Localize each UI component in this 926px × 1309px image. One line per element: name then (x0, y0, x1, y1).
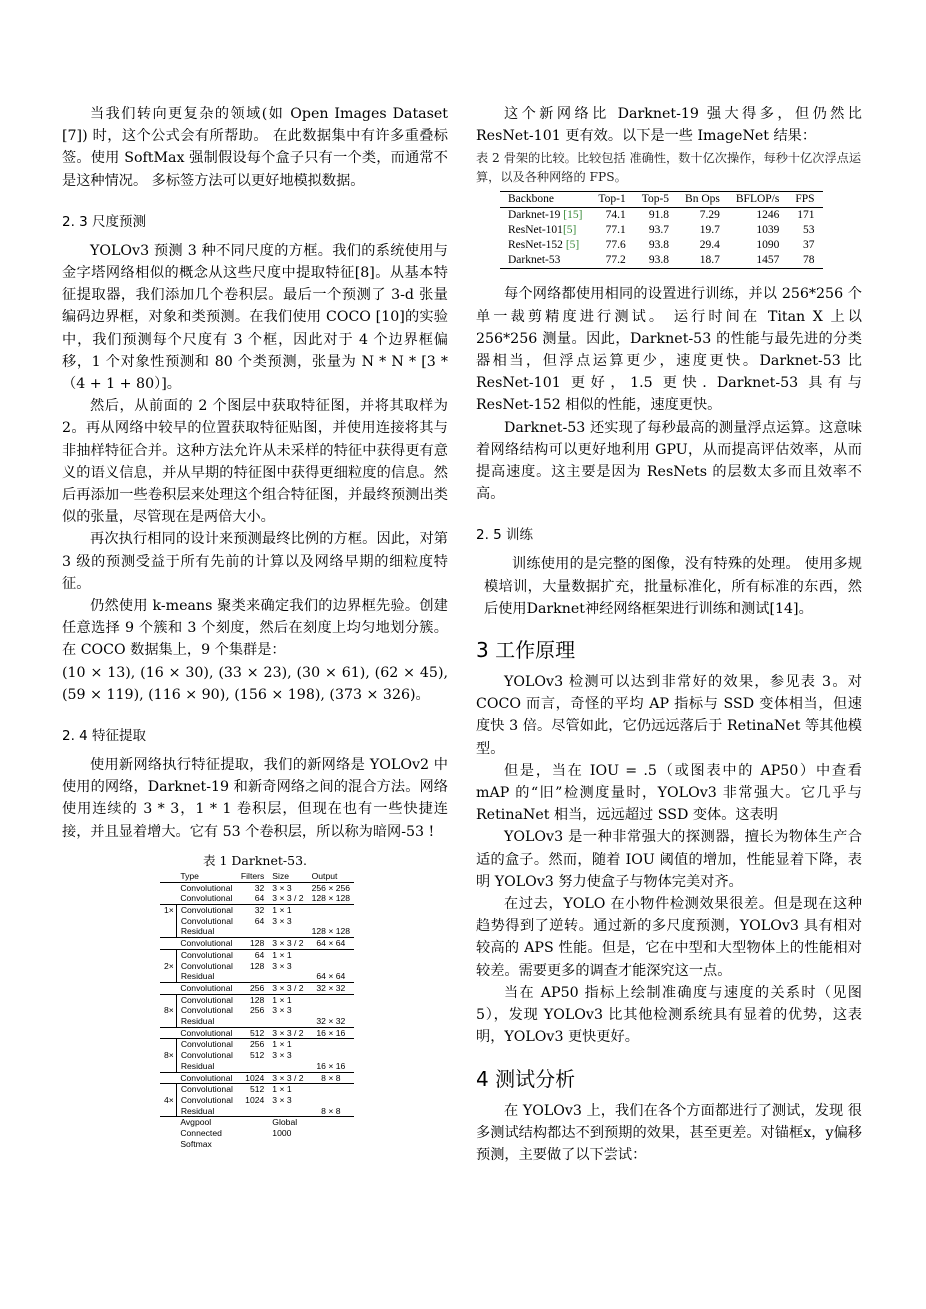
table-cell: Convolutional (176, 1084, 237, 1095)
table-header-cell: Top-5 (641, 193, 670, 206)
table-row (160, 982, 354, 994)
table-cell: Global (272, 1117, 298, 1128)
table-row (160, 1039, 354, 1050)
repeat-count: 2× (164, 960, 174, 971)
paragraph: 在 YOLOv3 上，我们在各个方面都进行了测试，发现 很多测试结构都达不到预期的效果，甚至更差。对锚框x，y偏移预测，主要做了以下尝试： (476, 1102, 862, 1163)
table-cell: Convolutional (176, 1095, 237, 1106)
table-row: ResNet-101[5] 77.1 93.7 19.7 1039 53 (508, 224, 815, 237)
table-cell: Convolutional (176, 1039, 237, 1050)
table-cell: Convolutional (176, 961, 237, 972)
table-cell: 64 × 64 (308, 971, 354, 982)
repeat-count (160, 1117, 176, 1128)
paragraph: 但是，当在 IOU = .5（或图表中的 AP50）中查看 mAP 的“旧”检测度量时，YOLOv3 非常强大。它几乎与 RetinaNet 相当，远远超过 SSD 变体。这表明 (476, 762, 862, 824)
table-cell (268, 971, 307, 982)
table-cell (237, 926, 268, 937)
table-row (160, 893, 354, 904)
table-cell: 64 (254, 893, 265, 904)
table-row (160, 949, 354, 960)
backbone-comparison-table (500, 191, 823, 269)
table-cell (308, 1084, 354, 1095)
table-cell: 32 × 32 (308, 1016, 354, 1027)
table-cell (308, 1050, 354, 1061)
table-cell: 1024 (245, 1072, 265, 1083)
section-heading-3: 3 工作原理 (476, 638, 576, 663)
paragraph: 这个新网络比 Darknet-19 强大得多，但仍然比 ResNet-101 更有效。以下是一些 ImageNet 结果： (476, 106, 862, 145)
table-cell: Convolutional (180, 938, 233, 949)
table-cell: Convolutional (180, 1027, 233, 1038)
table-cell: 256 × 256 (311, 882, 351, 893)
paragraph: 当在 AP50 指标上绘制准确度与速度的关系时（见图 5），发现 YOLOv3 比其他检测系统具有显着的优势，这表明，YOLOv3 更快更好。 (476, 984, 862, 1046)
table-cell: 256 (237, 1039, 268, 1050)
table-cell: 256 (249, 1005, 265, 1016)
table-cell: Convolutional (176, 1005, 237, 1016)
table-row (160, 926, 354, 937)
table-header-cell: BFLOP/s (735, 193, 780, 206)
repeat-count (160, 1072, 176, 1084)
table-cell: Residual (176, 971, 237, 982)
table-cell: 128 × 128 (308, 926, 354, 937)
table-cell (308, 949, 354, 960)
table-cell (268, 1016, 307, 1027)
repeat-count: 8× (164, 1005, 174, 1016)
table-cell: 256 (249, 982, 265, 993)
repeat-count (160, 938, 176, 950)
table-row (160, 1139, 354, 1150)
table-cell: Softmax (180, 1138, 212, 1149)
table-cell: 3 × 3 / 2 (272, 1027, 304, 1038)
table-cell (308, 1005, 354, 1016)
table-cell: Residual (176, 1016, 237, 1027)
table-header-cell: Output (308, 871, 354, 882)
paragraph: (10 × 13), (16 × 30), (33 × 23), (30 × 61), (62 × 45), (59 × 119), (116 × 90), (156 × 198), (373 × 326)。 (62, 664, 448, 703)
table-header-cell: Type (176, 871, 237, 882)
paragraph: YOLOv3 预测 3 种不同尺度的方框。我们的系统使用与金字塔网络相似的概念从这些尺度中提取特征[8]。从基本特征提取器，我们添加几个卷积层。最后一个预测了 3-d 张量编码边界框，对象和类预测。在我们使用 COCO [10]的实验中，我们预测每个尺度有 3 个框，因此对于 4 个边界框偏移，1 个对象性预测和 80 个类预测，张量为 N * N * [3 *（4 + 1 + 80）]。 (62, 242, 448, 393)
table-cell: 64 (237, 949, 268, 960)
table-cell: Convolutional (180, 1072, 233, 1083)
table-cell: 1 × 1 (268, 994, 307, 1005)
table-row (160, 1106, 354, 1117)
table-row (160, 994, 354, 1005)
repeat-count (160, 1128, 176, 1139)
paragraph: Darknet-53 还实现了每秒最高的测量浮点运算。这意味着网络结构可以更好地利用 GPU，从而提高评估效率，从而提高速度。这主要是因为 ResNets 的层数太多而且效率不高。 (476, 419, 862, 503)
table-header-row (160, 871, 354, 882)
table-cell: 64 (254, 915, 265, 926)
repeat-count (160, 1139, 176, 1150)
paragraph: 训练使用的是完整的图像，没有特殊的处理。 使用多规模培训，大量数据扩充，批量标准化，所有标准的东西，然后使用Darknet神经网络框架进行训练和测试[14]。 (484, 556, 862, 617)
table-header-row (500, 192, 823, 208)
table2-caption: 表 2 骨架的比较。比较包括 准确性，数十亿次操作，每秒十亿次浮点运算，以及各种网络的 FPS。 (476, 151, 862, 185)
table-cell (308, 961, 354, 972)
table-row (160, 1050, 354, 1061)
table-cell (308, 1039, 354, 1050)
table-header-cell: Top-1 (598, 193, 626, 206)
table-row: ResNet-152 [5] 77.6 93.8 29.4 1090 37 (508, 239, 815, 252)
table-cell (237, 1117, 268, 1128)
repeat-count (160, 994, 176, 1005)
table-cell: 128 (237, 994, 268, 1005)
right-column (476, 103, 862, 1166)
table-cell: Convolutional (176, 994, 237, 1005)
section-heading-2-4: 2. 4 特征提取 (62, 728, 147, 745)
table-cell: 3 × 3 / 2 (272, 893, 304, 904)
table-cell (237, 1016, 268, 1027)
table-cell (268, 926, 307, 937)
table-cell: 3 × 3 / 2 (272, 938, 304, 949)
table-cell (308, 1128, 354, 1139)
table-cell (308, 1095, 354, 1106)
table-cell: 8 × 8 (321, 1072, 341, 1083)
table-cell: 32 (237, 905, 268, 916)
table-row (160, 1027, 354, 1039)
table-row (160, 1128, 354, 1139)
table-header-cell: Filters (237, 871, 268, 882)
table-row (160, 1084, 354, 1095)
repeat-count (160, 971, 176, 982)
paragraph: 使用新网络执行特征提取，我们的新网络是 YOLOv2 中使用的网络，Darknet-19 和新奇网络之间的混合方法。网络使用连续的 3 * 3，1 * 1 卷积层，但现在也有一些快捷连接，并且显着增大。它有 53 个卷积层，所以称为暗网-53 ! (62, 757, 448, 840)
table-cell: 32 (254, 882, 265, 893)
paragraph: 当我们转向更复杂的领域(如 Open Images Dataset [7]) 时，这个公式会有所帮助。 在此数据集中有许多重叠标签。使用 SoftMax 强制假设每个盒子只有一个类，而通常不是这种情况。 多标签方法可以更好地模拟数据。 (62, 106, 448, 189)
repeat-count (160, 1084, 176, 1095)
table-row (160, 1061, 354, 1072)
repeat-count (160, 916, 176, 927)
table-cell: 3 × 3 (272, 882, 292, 893)
table-row (160, 1072, 354, 1084)
table-cell: 1000 (272, 1128, 292, 1139)
table-row (160, 1117, 354, 1128)
table-cell: Avgpool (180, 1117, 212, 1128)
table-cell (308, 905, 354, 916)
repeat-count (160, 1061, 176, 1072)
table-cell: 16 × 16 (308, 1061, 354, 1072)
table-cell: Residual (176, 926, 237, 937)
table-cell (237, 1139, 268, 1150)
table-cell: 16 × 16 (316, 1027, 346, 1038)
left-column (62, 103, 448, 1149)
table-cell (268, 1106, 307, 1117)
table-cell (237, 971, 268, 982)
table-cell: Convolutional (176, 1050, 237, 1061)
table-cell: 64 × 64 (316, 938, 346, 949)
table-header-cell: FPS (795, 193, 815, 206)
table-cell (268, 1061, 307, 1072)
table-cell: 512 (249, 1027, 265, 1038)
paragraph: 再次执行相同的设计来预测最终比例的方框。因此，对第 3 级的预测受益于所有先前的计算以及网络早期的细粒度特征。 (62, 531, 448, 592)
paragraph: 每个网络都使用相同的设置进行训练，并以 256*256 个单一裁剪精度进行测试。 运行时间在 Titan X 上以 256*256 测量。因此，Darknet-53 的性能与最先进的分类器相当，但浮点运算更少，速度更快。Darknet-53 比 ResNet-101 更好，1.5 更快. Darknet-53 具有与 ResNet-152 相似的性能，速度更快。 (476, 286, 862, 414)
table-cell: Convolutional (180, 882, 233, 893)
repeat-count (160, 1016, 176, 1027)
table-row: Darknet-19 [15] 74.1 91.8 7.29 1246 171 (508, 209, 815, 222)
table-cell: Convolutional (176, 949, 237, 960)
repeat-count: 1× (160, 905, 176, 916)
table-cell: 3 × 3 / 2 (272, 1072, 304, 1083)
table-cell: 3 × 3 (272, 960, 292, 971)
section-heading-2-5: 2. 5 训练 (476, 527, 534, 544)
repeat-count (160, 882, 176, 893)
table-header-cell: Backbone (508, 193, 554, 206)
table1-caption: 表 1 Darknet-53. (203, 852, 307, 868)
table-cell: Convolutional (180, 982, 233, 993)
table-cell: 3 × 3 / 2 (272, 982, 304, 993)
darknet53-table (160, 871, 354, 1150)
paragraph: 仍然使用 k-means 聚类来确定我们的边界框先验。创建任意选择 9 个簇和 3 个刻度，然后在刻度上均匀地划分簇。 在 COCO 数据集上，9 个集群是： (62, 598, 448, 659)
table-cell: 8 × 8 (308, 1106, 354, 1117)
repeat-count (160, 949, 176, 960)
table-cell: Convolutional (180, 893, 233, 904)
table-cell (237, 1061, 268, 1072)
paragraph: YOLOv3 是一种非常强大的探测器，擅长为物体生产合适的盒子。然而，随着 IOU 阈值的增加，性能显着下降，表明 YOLOv3 努力使盒子与物体完美对齐。 (476, 829, 862, 890)
table-row (160, 1005, 354, 1016)
table-cell: 3 × 3 (272, 1050, 292, 1061)
table-cell: 3 × 3 (272, 1094, 292, 1105)
table-cell: 128 × 128 (311, 893, 351, 904)
paragraph: 在过去，YOLO 在小物件检测效果很差。但是现在这种趋势得到了逆转。通过新的多尺度预测，YOLOv3 具有相对较高的 APS 性能。但是，它在中型和大型物体上的性能相对较差。需要更多的调查才能深究这一点。 (476, 896, 862, 979)
table-cell: 1 × 1 (268, 949, 307, 960)
table-cell: 32 × 32 (316, 982, 346, 993)
table-row (160, 905, 354, 916)
table-cell: 1 × 1 (268, 1084, 307, 1095)
table-cell: 3 × 3 (272, 1005, 292, 1016)
repeat-count (160, 1027, 176, 1039)
table-row (160, 916, 354, 927)
table-row (160, 1095, 354, 1106)
table-cell: 3 × 3 (272, 915, 292, 926)
table-cell (308, 1139, 354, 1150)
repeat-count (160, 982, 176, 994)
table-cell: Connected (180, 1128, 222, 1139)
paragraph: YOLOv3 检测可以达到非常好的效果，参见表 3。对 COCO 而言，奇怪的平均 AP 指标与 SSD 变体相当，但速度快 3 倍。尽管如此，它仍远远落后于 RetinaNet 等其他模型。 (476, 674, 862, 757)
repeat-count (160, 893, 176, 904)
section-heading-4: 4 测试分析 (476, 1066, 576, 1091)
table-cell (308, 916, 354, 927)
table-row (160, 938, 354, 950)
table-cell: Residual (176, 1061, 237, 1072)
table-cell (308, 994, 354, 1005)
table-cell: 128 (249, 938, 265, 949)
table-cell (268, 1139, 307, 1150)
table-cell: 1024 (245, 1094, 265, 1105)
table-cell: Convolutional (176, 905, 237, 916)
table-row: Darknet-53 77.2 93.8 18.7 1457 78 (500, 253, 823, 269)
table-row (160, 971, 354, 982)
table-cell: 1 × 1 (268, 1039, 307, 1050)
table-cell (237, 1128, 268, 1139)
table-row (160, 1016, 354, 1027)
table-row (160, 882, 354, 893)
table-row (160, 961, 354, 972)
table-header-cell: Size (268, 871, 307, 882)
table-cell: 128 (249, 960, 265, 971)
section-heading-2-3: 2. 3 尺度预测 (62, 213, 147, 230)
table-cell: 512 (249, 1050, 265, 1061)
repeat-count (160, 1039, 176, 1050)
paragraph: 然后，从前面的 2 个图层中获取特征图，并将其取样为 2。再从网络中较早的位置获取特征贴图，并使用连接将其与非抽样特征合并。这种方法允许从未采样的特征中获得更有意义的语义信息，并从早期的特征图中获得更细粒度的信息。然后再添加一些卷积层来处理这个组合特征图，并最终预测出类似的张量，尽管现在是两倍大小。 (62, 398, 448, 526)
repeat-count: 8× (164, 1050, 174, 1061)
table-cell: Convolutional (176, 916, 237, 927)
repeat-count (160, 1106, 176, 1117)
table-cell: 1 × 1 (268, 905, 307, 916)
table-header-cell: Bn Ops (685, 193, 720, 206)
table-cell: Residual (176, 1106, 237, 1117)
repeat-count: 4× (164, 1094, 174, 1105)
table-cell (308, 1117, 354, 1128)
table-cell: 512 (237, 1084, 268, 1095)
repeat-count (160, 926, 176, 937)
table-cell (237, 1106, 268, 1117)
